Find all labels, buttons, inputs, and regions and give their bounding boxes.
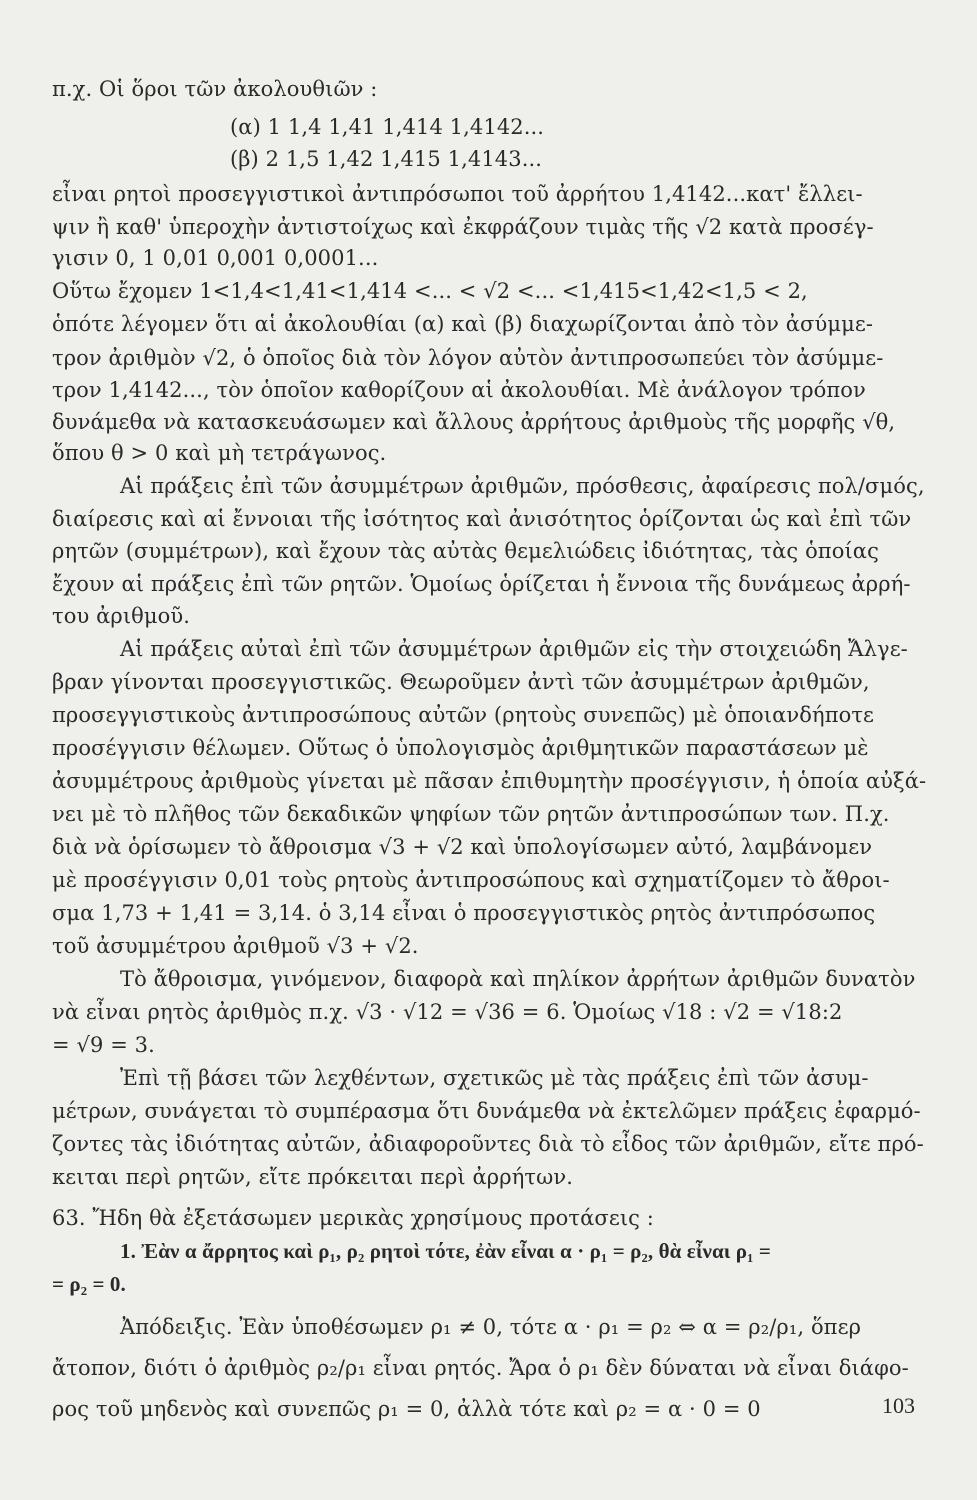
proof-line: ἄτοπον, διότι ὁ ἀριθμὸς ρ₂/ρ₁ εἶναι ρητός. Ἄρα ὁ ρ₁ δὲν δύναται νὰ εἶναι διάφο- <box>52 1356 909 1380</box>
text-line: ὁπότε λέγομεν ὅτι αἱ ἀκολουθίαι (α) καὶ (β) διαχωρίζονται ἀπὸ τὸν ἀσύμμε- <box>52 312 874 336</box>
text-line: τρον ἀριθμὸν √2, ὁ ὁποῖος διὰ τὸν λόγον αὐτὸν ἀντιπροσωπεύει τὸν ἀσύμμε- <box>52 346 884 370</box>
text-line: νὰ εἶναι ρητὸς ἀριθμὸς π.χ. √3 · √12 = √36 = 6. Ὁμοίως √18 : √2 = √18:2 <box>52 1000 843 1024</box>
text-line: μέτρων, συνάγεται τὸ συμπέρασμα ὅτι δυνάμεθα νὰ ἐκτελῶμεν πράξεις ἐφαρμό- <box>52 1099 921 1123</box>
text-line: π.χ. Οἱ ὅροι τῶν ἀκολουθιῶν : <box>52 77 378 101</box>
proof-line: ρος τοῦ μηδενὸς καὶ συνεπῶς ρ₁ = 0, ἀλλὰ τότε καὶ ρ₂ = α · 0 = 0 <box>52 1397 761 1421</box>
sequence-beta: (β) 2 1,5 1,42 1,415 1,4143... <box>230 147 543 171</box>
text-line: ψιν ἢ καθ' ὑπεροχὴν ἀντιστοίχως καὶ ἐκφράζουν τιμὰς τῆς √2 κατὰ προσέγ- <box>52 215 874 239</box>
text-line: διαίρεσις καὶ αἱ ἔννοιαι τῆς ἰσότητος καὶ ἀνισότητος ὁρίζονται ὡς καὶ ἐπὶ τῶν <box>52 507 912 531</box>
text-line: προσεγγιστικοὺς ἀντιπροσώπους αὐτῶν (ρητοὺς συνεπῶς) μὲ ὁποιανδήποτε <box>52 703 875 727</box>
text-line: ἀσυμμέτρους ἀριθμοὺς γίνεται μὲ πᾶσαν ἐπιθυμητὴν προσέγγισιν, ἡ ὁποία αὐξά- <box>52 769 927 793</box>
paragraph-start: Ἐπὶ τῇ βάσει τῶν λεχθέντων, σχετικῶς μὲ τὰς πράξεις ἐπὶ τῶν ἀσυμ- <box>120 1066 869 1090</box>
text-line: εἶναι ρητοὶ προσεγγιστικοὶ ἀντιπρόσωποι τοῦ ἀρρήτου 1,4142...κατ' ἔλλει- <box>52 182 863 206</box>
text-line: ὅπου θ > 0 καὶ μὴ τετράγωνος. <box>52 441 387 465</box>
text-line: Οὕτω ἔχομεν 1<1,4<1,41<1,414 <... < √2 <... <1,415<1,42<1,5 < 2, <box>52 279 808 303</box>
proof-line: Ἀπόδειξις. Ἐὰν ὑποθέσωμεν ρ₁ ≠ 0, τότε α · ρ₁ = ρ₂ ⇔ α = ρ₂/ρ₁, ὅπερ <box>120 1315 862 1339</box>
proposition-statement: = ρ₂ = 0. <box>52 1272 126 1296</box>
text-line: τοῦ ἀσυμμέτρου ἀριθμοῦ √3 + √2. <box>52 934 419 958</box>
text-line: του ἀριθμοῦ. <box>52 604 191 628</box>
text-line: ρητῶν (συμμέτρων), καὶ ἔχουν τὰς αὐτὰς θεμελιώδεις ἰδιότητας, τὰς ὁποίας <box>52 539 879 563</box>
text-line: ἔχουν αἱ πράξεις ἐπὶ τῶν ρητῶν. Ὁμοίως ὁρίζεται ἡ ἔννοια τῆς δυνάμεως ἀρρή- <box>52 572 911 596</box>
text-line: τρον 1,4142..., τὸν ὁποῖον καθορίζουν αἱ ἀκολουθίαι. Μὲ ἀνάλογον τρόπον <box>52 378 866 402</box>
section-heading: 63. Ἤδη θὰ ἐξετάσωμεν μερικὰς χρησίμους προτάσεις : <box>52 1206 654 1230</box>
page-number: 103 <box>882 1393 915 1418</box>
paragraph-start: Τὸ ἄθροισμα, γινόμενον, διαφορὰ καὶ πηλίκον ἀρρήτων ἀριθμῶν δυνατὸν <box>120 967 916 991</box>
text-line: κειται περὶ ρητῶν, εἴτε πρόκειται περὶ ἀρρήτων. <box>52 1165 573 1189</box>
text-line: προσέγγισιν θέλωμεν. Οὕτως ὁ ὑπολογισμὸς ἀριθμητικῶν παραστάσεων μὲ <box>52 736 869 760</box>
text-line: νει μὲ τὸ πλῆθος τῶν δεκαδικῶν ψηφίων τῶν ρητῶν ἀντιπροσώπων των. Π.χ. <box>52 802 890 826</box>
text-line: διὰ νὰ ὁρίσωμεν τὸ ἄθροισμα √3 + √2 καὶ ὑπολογίσωμεν αὐτό, λαμβάνομεν <box>52 835 873 859</box>
proposition-statement: 1. Ἐὰν α ἄρρητος καὶ ρ₁, ρ₂ ρητοὶ τότε, ἐὰν εἶναι α · ρ₁ = ρ₂, θὰ εἶναι ρ₁ = <box>120 1239 771 1263</box>
text-line: γισιν 0, 1 0,01 0,001 0,0001... <box>52 246 379 270</box>
text-line: ζοντες τὰς ἰδιότητας αὐτῶν, ἀδιαφοροῦντες διὰ τὸ εἶδος τῶν ἀριθμῶν, εἴτε πρό- <box>52 1132 924 1156</box>
sequence-alpha: (α) 1 1,4 1,41 1,414 1,4142... <box>230 115 545 139</box>
text-line: = √9 = 3. <box>52 1033 155 1057</box>
paragraph-start: Αἱ πράξεις ἐπὶ τῶν ἀσυμμέτρων ἀριθμῶν, πρόσθεσις, ἀφαίρεσις πολ/σμός, <box>120 474 925 498</box>
text-line: βραν γίνονται προσεγγιστικῶς. Θεωροῦμεν ἀντὶ τῶν ἀσυμμέτρων ἀριθμῶν, <box>52 670 870 694</box>
text-line: σμα 1,73 + 1,41 = 3,14. ὁ 3,14 εἶναι ὁ προσεγγιστικὸς ρητὸς ἀντιπρόσωπος <box>52 901 876 925</box>
text-line: δυνάμεθα νὰ κατασκευάσωμεν καὶ ἄλλους ἀρρήτους ἀριθμοὺς τῆς μορφῆς √θ, <box>52 410 896 434</box>
text-line: μὲ προσέγγισιν 0,01 τοὺς ρητοὺς ἀντιπροσώπους καὶ σχηματίζομεν τὸ ἄθροι- <box>52 868 890 892</box>
paragraph-start: Αἱ πράξεις αὐταὶ ἐπὶ τῶν ἀσυμμέτρων ἀριθμῶν εἰς τὴν στοιχειώδη Ἄλγε- <box>120 637 908 661</box>
